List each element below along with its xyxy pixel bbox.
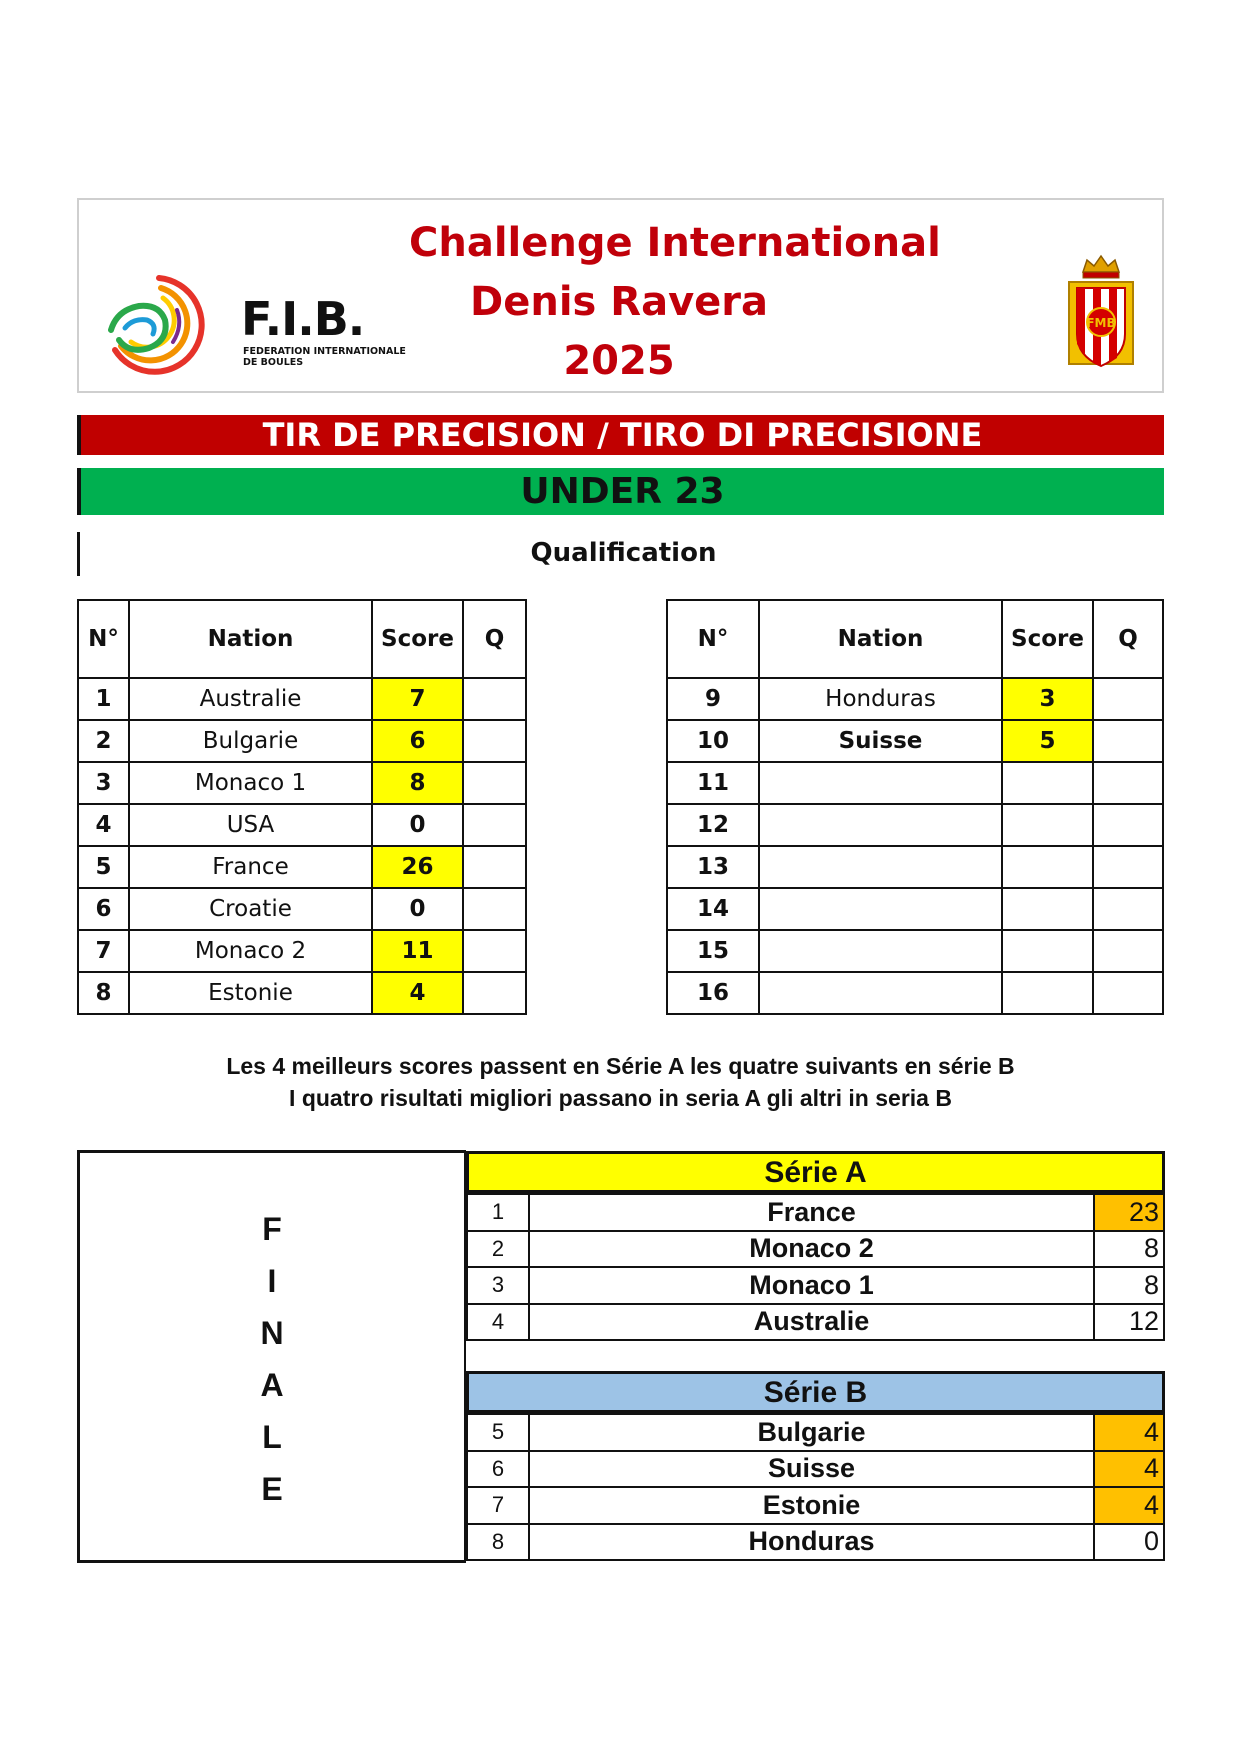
row-score <box>1002 846 1093 888</box>
table-row <box>467 1304 1164 1341</box>
row-rank: 2 <box>467 1231 529 1268</box>
table-row <box>467 1194 1164 1231</box>
row-q <box>1093 888 1163 930</box>
col-q-header: Q <box>463 600 526 678</box>
row-nation: France <box>129 846 372 888</box>
phase-title: Qualification <box>530 538 717 568</box>
row-q <box>1093 972 1163 1014</box>
row-score <box>1002 762 1093 804</box>
row-num: 13 <box>667 846 759 888</box>
row-nation: Honduras <box>529 1524 1094 1561</box>
table-row <box>78 972 526 1014</box>
row-score: 3 <box>1002 678 1093 720</box>
col-score-header: Score <box>372 600 463 678</box>
row-num: 8 <box>78 972 129 1014</box>
table-row <box>667 762 1163 804</box>
col-num-header: N° <box>667 600 759 678</box>
finale-letter: A <box>260 1367 284 1403</box>
table-row <box>467 1524 1164 1561</box>
row-nation: Bulgarie <box>529 1414 1094 1451</box>
row-rank: 3 <box>467 1267 529 1304</box>
row-nation <box>759 762 1002 804</box>
row-q <box>1093 846 1163 888</box>
table-header-row <box>667 600 1163 678</box>
col-score-header: Score <box>1002 600 1093 678</box>
table-row <box>667 678 1163 720</box>
event-banner: TIR DE PRECISION / TIRO DI PRECISIONE <box>77 415 1164 455</box>
row-score <box>1002 888 1093 930</box>
row-q <box>463 846 526 888</box>
row-nation <box>759 930 1002 972</box>
row-nation: Monaco 2 <box>129 930 372 972</box>
row-rank: 5 <box>467 1414 529 1451</box>
row-num: 3 <box>78 762 129 804</box>
row-num: 7 <box>78 930 129 972</box>
row-num: 2 <box>78 720 129 762</box>
finale-letter: L <box>262 1419 282 1455</box>
row-score: 6 <box>372 720 463 762</box>
row-score: 7 <box>372 678 463 720</box>
table-row <box>467 1451 1164 1488</box>
row-score: 5 <box>1002 720 1093 762</box>
row-num: 15 <box>667 930 759 972</box>
title-line: Challenge International <box>409 220 941 266</box>
row-num: 12 <box>667 804 759 846</box>
row-q <box>463 804 526 846</box>
row-points: 0 <box>1094 1524 1164 1561</box>
row-q <box>1093 930 1163 972</box>
row-nation <box>759 804 1002 846</box>
row-score: 0 <box>372 888 463 930</box>
row-nation: Bulgarie <box>129 720 372 762</box>
qualification-table-left <box>77 599 527 1015</box>
row-nation: Honduras <box>759 678 1002 720</box>
row-nation <box>759 972 1002 1014</box>
row-nation <box>759 846 1002 888</box>
table-row <box>78 846 526 888</box>
row-q <box>1093 804 1163 846</box>
table-row <box>467 1487 1164 1524</box>
finale-letter: F <box>262 1211 282 1247</box>
fmb-crest-icon <box>1061 252 1141 377</box>
title-line: Denis Ravera <box>470 279 768 325</box>
serie-a-title: Série A <box>466 1151 1165 1193</box>
row-q <box>463 972 526 1014</box>
row-nation: Estonie <box>529 1487 1094 1524</box>
table-row <box>78 888 526 930</box>
row-num: 14 <box>667 888 759 930</box>
fib-subtitle <box>243 346 406 368</box>
row-q <box>463 762 526 804</box>
fib-swirl-logo-icon <box>99 270 209 380</box>
row-nation: Croatie <box>129 888 372 930</box>
row-rank: 4 <box>467 1304 529 1341</box>
row-points: 23 <box>1094 1194 1164 1231</box>
table-row <box>78 804 526 846</box>
phase-row <box>77 532 1164 576</box>
row-score <box>1002 972 1093 1014</box>
table-row <box>467 1231 1164 1268</box>
table-row <box>667 804 1163 846</box>
table-row <box>667 972 1163 1014</box>
serie-a-table <box>466 1193 1165 1341</box>
table-row <box>667 720 1163 762</box>
table-row <box>78 678 526 720</box>
row-q <box>463 678 526 720</box>
fib-name: F.I.B. <box>241 292 365 346</box>
title-year: 2025 <box>563 338 675 384</box>
fmb-logo <box>1061 252 1141 377</box>
row-nation: Estonie <box>129 972 372 1014</box>
row-points: 4 <box>1094 1414 1164 1451</box>
table-row <box>467 1414 1164 1451</box>
row-q <box>463 720 526 762</box>
row-num: 9 <box>667 678 759 720</box>
category-banner: UNDER 23 <box>77 468 1164 515</box>
row-score <box>1002 930 1093 972</box>
fmb-initials: FMB <box>1086 316 1116 330</box>
table-row <box>78 720 526 762</box>
table-row <box>667 888 1163 930</box>
qualification-table-right <box>666 599 1164 1015</box>
col-q-header: Q <box>1093 600 1163 678</box>
table-row <box>467 1267 1164 1304</box>
row-score: 11 <box>372 930 463 972</box>
table-header-row <box>78 600 526 678</box>
row-nation: Monaco 2 <box>529 1231 1094 1268</box>
finale-letter: I <box>267 1263 277 1299</box>
row-score: 8 <box>372 762 463 804</box>
finale-letter: E <box>261 1471 283 1507</box>
table-row <box>78 930 526 972</box>
row-points: 8 <box>1094 1267 1164 1304</box>
row-score <box>1002 804 1093 846</box>
fib-logo <box>99 270 409 380</box>
row-score: 4 <box>372 972 463 1014</box>
finale-letters <box>80 1203 464 1515</box>
row-rank: 6 <box>467 1451 529 1488</box>
serie-b-title: Série B <box>466 1371 1165 1413</box>
table-row <box>78 762 526 804</box>
table-row <box>667 846 1163 888</box>
row-points: 4 <box>1094 1487 1164 1524</box>
row-q <box>1093 678 1163 720</box>
row-num: 5 <box>78 846 129 888</box>
col-num-header: N° <box>78 600 129 678</box>
finale-letter: N <box>260 1315 284 1351</box>
row-num: 11 <box>667 762 759 804</box>
note-line-it: I quatro risultati migliori passano in seria A gli altri in seria B <box>289 1085 952 1111</box>
finale-label-box <box>77 1150 466 1563</box>
qualification-note <box>77 1050 1164 1114</box>
row-nation: Monaco 1 <box>529 1267 1094 1304</box>
fib-subtitle-line: FEDERATION INTERNATIONALE <box>243 346 406 357</box>
table-row <box>667 930 1163 972</box>
row-points: 12 <box>1094 1304 1164 1341</box>
note-line-fr: Les 4 meilleurs scores passent en Série A les quatre suivants en série B <box>226 1053 1015 1079</box>
row-score: 26 <box>372 846 463 888</box>
row-q <box>463 888 526 930</box>
row-num: 16 <box>667 972 759 1014</box>
row-score: 0 <box>372 804 463 846</box>
fib-subtitle-line: DE BOULES <box>243 357 304 368</box>
row-nation: Suisse <box>759 720 1002 762</box>
serie-b-table <box>466 1413 1165 1561</box>
col-nation-header: Nation <box>129 600 372 678</box>
header-box <box>77 198 1164 393</box>
row-nation: Australie <box>529 1304 1094 1341</box>
row-points: 8 <box>1094 1231 1164 1268</box>
row-num: 10 <box>667 720 759 762</box>
row-nation: USA <box>129 804 372 846</box>
col-nation-header: Nation <box>759 600 1002 678</box>
row-q <box>1093 762 1163 804</box>
event-title <box>409 214 941 391</box>
row-rank: 8 <box>467 1524 529 1561</box>
row-points: 4 <box>1094 1451 1164 1488</box>
row-q <box>1093 720 1163 762</box>
row-rank: 1 <box>467 1194 529 1231</box>
row-nation: Monaco 1 <box>129 762 372 804</box>
row-nation <box>759 888 1002 930</box>
row-nation: France <box>529 1194 1094 1231</box>
row-num: 6 <box>78 888 129 930</box>
row-nation: Australie <box>129 678 372 720</box>
row-num: 4 <box>78 804 129 846</box>
row-rank: 7 <box>467 1487 529 1524</box>
row-nation: Suisse <box>529 1451 1094 1488</box>
row-num: 1 <box>78 678 129 720</box>
row-q <box>463 930 526 972</box>
